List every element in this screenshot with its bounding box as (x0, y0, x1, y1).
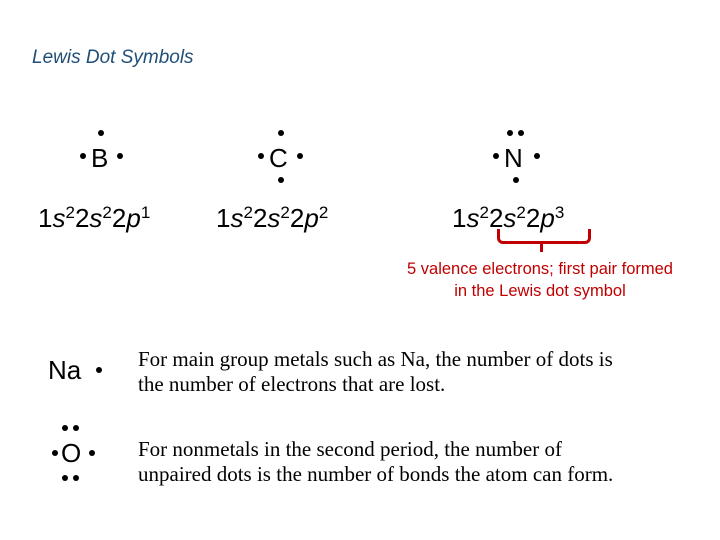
element-symbol: Na (48, 355, 82, 385)
electron-config-boron: $1s^22s^22p^1$ (38, 203, 151, 233)
electron-dot (62, 475, 68, 481)
electron-dot (62, 425, 68, 431)
electron-dot (73, 425, 79, 431)
valence-bracket-tick (540, 243, 543, 252)
valence-note (360, 258, 720, 302)
electron-dot (493, 153, 499, 159)
electron-dot (278, 130, 284, 136)
electron-dot (258, 153, 264, 159)
lewis-symbol-nitrogen (493, 125, 543, 190)
electron-dot (73, 475, 79, 481)
oxygen-description-line-1: For nonmetals in the second period, the number of (138, 437, 562, 461)
element-symbol: B (91, 143, 109, 173)
electron-dot (297, 153, 303, 159)
valence-note-line-1: 5 valence electrons; first pair formed (407, 260, 673, 278)
electron-config-carbon: $1s^22s^22p^2$ (216, 203, 329, 233)
sodium-description (138, 347, 698, 397)
electron-dot (98, 130, 104, 136)
electron-dot (513, 177, 519, 183)
electron-dot (96, 367, 102, 373)
sodium-description-line-2: the number of electrons that are lost. (138, 372, 446, 396)
oxygen-description (138, 437, 698, 487)
lewis-symbol-boron (80, 125, 130, 185)
oxygen-description-line-2: unpaired dots is the number of bonds the atom can form. (138, 462, 614, 486)
page-title: Lewis Dot Symbols (32, 47, 194, 68)
electron-dot (117, 153, 123, 159)
element-symbol: N (504, 143, 523, 173)
valence-note-line-2: in the Lewis dot symbol (454, 282, 626, 300)
electron-dot (518, 130, 524, 136)
electron-dot (507, 130, 513, 136)
lewis-symbol-carbon (258, 125, 308, 190)
valence-bracket (497, 229, 591, 244)
element-symbol: C (269, 143, 288, 173)
element-symbol: O (61, 438, 82, 468)
electron-dot (534, 153, 540, 159)
sodium-description-line-1: For main group metals such as Na, the number of dots is (138, 347, 613, 371)
electron-dot (89, 450, 95, 456)
electron-config-nitrogen: $1s^22s^22p^3$ (452, 203, 565, 233)
lewis-symbol-sodium (48, 355, 118, 387)
electron-dot (80, 153, 86, 159)
lewis-symbol-oxygen (52, 420, 102, 485)
electron-dot (52, 450, 58, 456)
electron-dot (278, 177, 284, 183)
